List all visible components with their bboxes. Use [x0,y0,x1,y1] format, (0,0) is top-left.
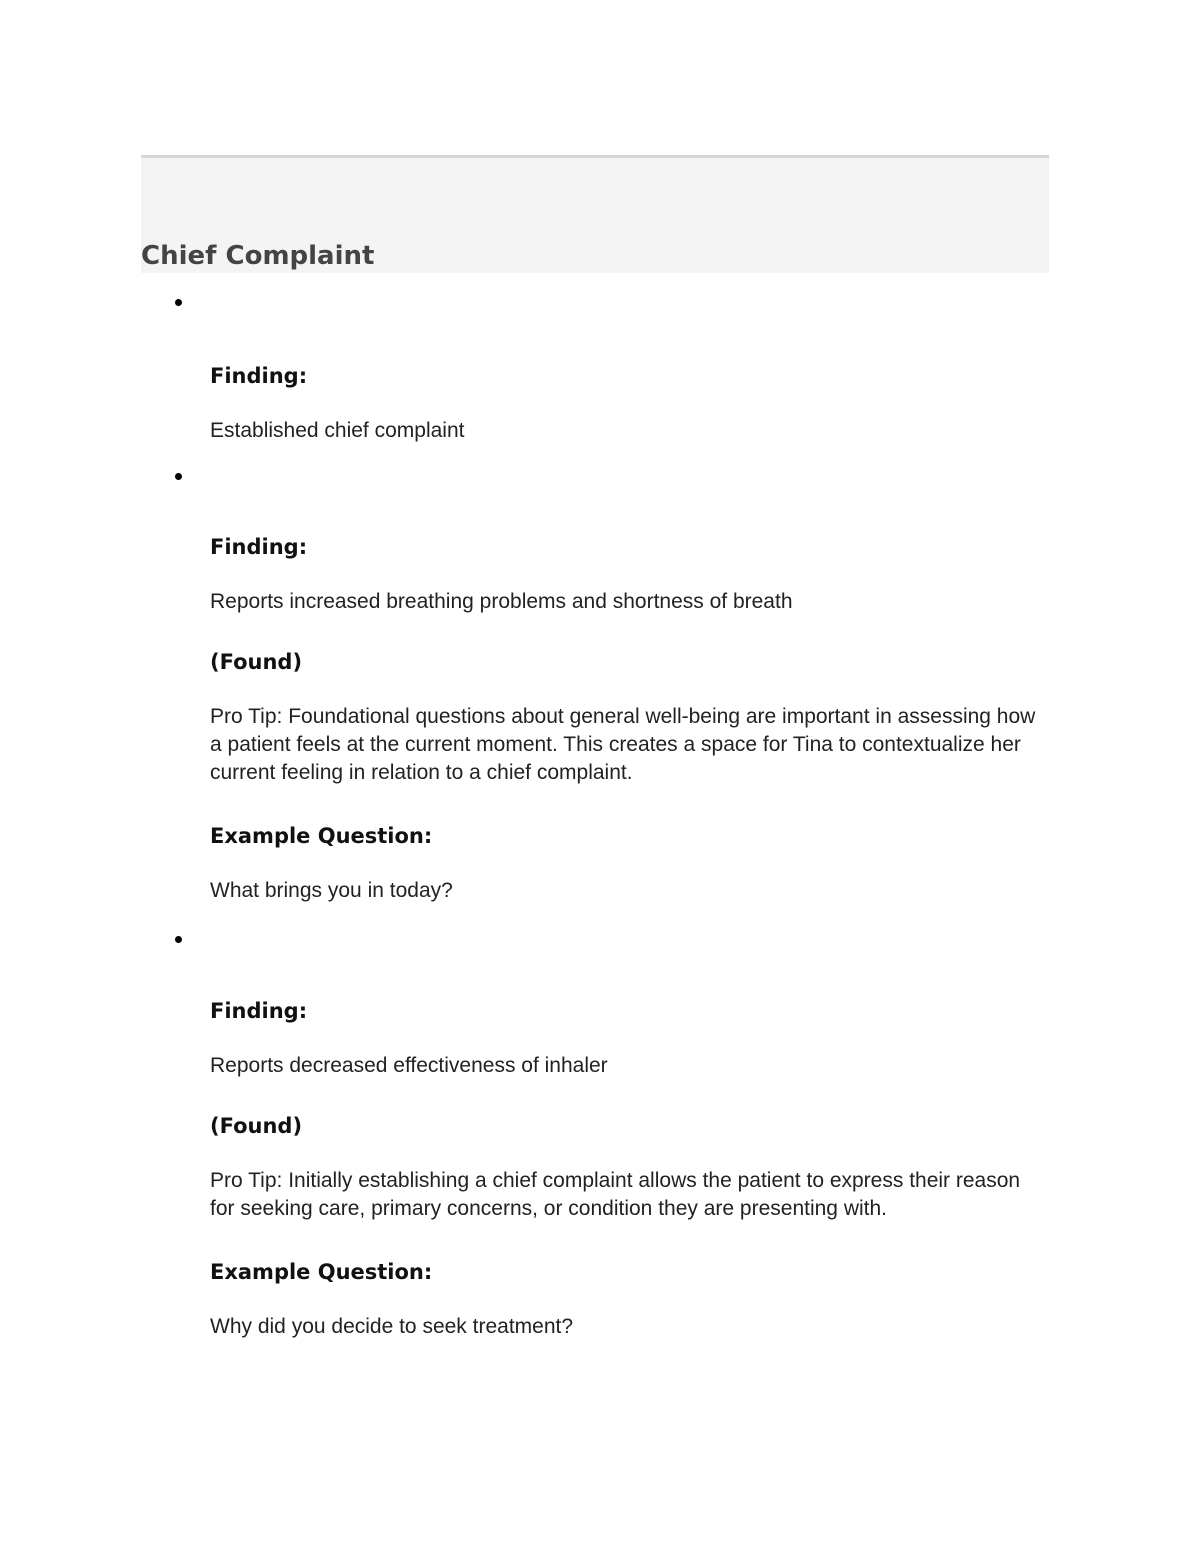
finding-label: Finding: [210,535,308,559]
finding-text: Reports increased breathing problems and shortness of breath [210,590,793,613]
status-label: (Found) [210,1114,303,1138]
bullet-icon [175,936,182,943]
finding-text: Established chief complaint [210,419,465,442]
list-item [141,485,1049,905]
finding-label: Finding: [210,999,308,1023]
finding-text: Reports decreased effectiveness of inhaler [210,1054,608,1077]
example-question-text: Why did you decide to seek treatment? [210,1315,574,1338]
finding-label: Finding: [210,364,308,388]
page-content [141,155,1049,1341]
pro-tip-text: Pro Tip: Foundational questions about general well-being are important in assessing how a patient feels at the current moment. This creates a space for Tina to contextualize her current feeling in relation to a chief complaint. [210,705,1036,784]
example-question-text: What brings you in today? [210,879,453,902]
example-question-label: Example Question: [210,1260,433,1284]
section-header [141,155,1049,273]
pro-tip-text: Pro Tip: Initially establishing a chief complaint allows the patient to express their reason for seeking care, primary concerns, or condition they are presenting with. [210,1169,1021,1220]
bullet-icon [175,473,182,480]
list-item [141,948,1049,1341]
status-label: (Found) [210,650,303,674]
section-title: Chief Complaint [141,241,375,271]
bullet-icon [175,299,182,306]
list-item [141,311,1049,445]
findings-list [141,311,1049,1341]
example-question-label: Example Question: [210,824,433,848]
